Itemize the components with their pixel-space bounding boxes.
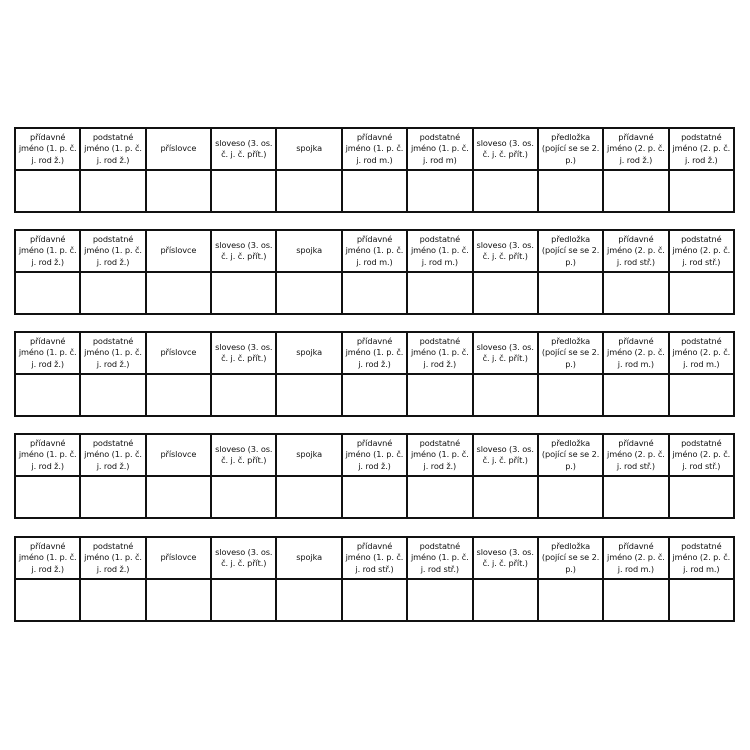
word-class-table-3 bbox=[14, 331, 735, 417]
answer-cell[interactable] bbox=[473, 579, 538, 621]
header-cell: sloveso (3. os. č. j. č. přít.) bbox=[473, 128, 538, 170]
answer-cell[interactable] bbox=[276, 579, 341, 621]
header-cell: spojka bbox=[276, 128, 341, 170]
answer-cell[interactable] bbox=[407, 170, 472, 212]
answer-cell[interactable] bbox=[80, 170, 145, 212]
header-cell: sloveso (3. os. č. j. č. přít.) bbox=[473, 230, 538, 272]
header-cell: příslovce bbox=[146, 128, 211, 170]
answer-cell[interactable] bbox=[407, 476, 472, 518]
header-cell: přídavné jméno (1. p. č. j. rod m.) bbox=[342, 128, 407, 170]
header-row bbox=[15, 128, 734, 170]
header-cell: podstatné jméno (1. p. č. j. rod ž.) bbox=[80, 332, 145, 374]
answer-cell[interactable] bbox=[603, 579, 668, 621]
answer-cell[interactable] bbox=[211, 579, 276, 621]
answer-cell[interactable] bbox=[211, 170, 276, 212]
word-class-table-5 bbox=[14, 536, 735, 622]
answer-cell[interactable] bbox=[342, 476, 407, 518]
header-row bbox=[15, 537, 734, 579]
answer-cell[interactable] bbox=[669, 272, 734, 314]
answer-cell[interactable] bbox=[473, 374, 538, 416]
header-cell: přídavné jméno (1. p. č. j. rod ž.) bbox=[15, 230, 80, 272]
header-cell: sloveso (3. os. č. j. č. přít.) bbox=[473, 537, 538, 579]
header-cell: podstatné jméno (1. p. č. j. rod ž.) bbox=[80, 537, 145, 579]
answer-cell[interactable] bbox=[538, 579, 603, 621]
answer-cell[interactable] bbox=[146, 579, 211, 621]
header-cell: přídavné jméno (1. p. č. j. rod m.) bbox=[342, 230, 407, 272]
header-cell: podstatné jméno (2. p. č. j. rod stř.) bbox=[669, 230, 734, 272]
header-cell: podstatné jméno (1. p. č. j. rod ž.) bbox=[80, 434, 145, 476]
answer-cell[interactable] bbox=[15, 272, 80, 314]
answer-cell[interactable] bbox=[146, 476, 211, 518]
header-cell: podstatné jméno (1. p. č. j. rod m) bbox=[407, 128, 472, 170]
header-cell: příslovce bbox=[146, 537, 211, 579]
header-row bbox=[15, 434, 734, 476]
answer-cell[interactable] bbox=[473, 272, 538, 314]
answer-cell[interactable] bbox=[669, 170, 734, 212]
answer-cell[interactable] bbox=[146, 374, 211, 416]
answer-cell[interactable] bbox=[407, 579, 472, 621]
answer-row bbox=[15, 170, 734, 212]
answer-cell[interactable] bbox=[15, 579, 80, 621]
header-cell: podstatné jméno (2. p. č. j. rod m.) bbox=[669, 537, 734, 579]
answer-cell[interactable] bbox=[80, 476, 145, 518]
answer-cell[interactable] bbox=[669, 579, 734, 621]
header-cell: příslovce bbox=[146, 332, 211, 374]
header-cell: podstatné jméno (2. p. č. j. rod ž.) bbox=[669, 128, 734, 170]
answer-cell[interactable] bbox=[538, 476, 603, 518]
answer-cell[interactable] bbox=[80, 579, 145, 621]
answer-cell[interactable] bbox=[15, 476, 80, 518]
answer-cell[interactable] bbox=[15, 374, 80, 416]
header-cell: přídavné jméno (2. p. č. j. rod m.) bbox=[603, 332, 668, 374]
header-cell: sloveso (3. os. č. j. č. přít.) bbox=[211, 128, 276, 170]
answer-cell[interactable] bbox=[146, 170, 211, 212]
answer-cell[interactable] bbox=[473, 476, 538, 518]
header-cell: podstatné jméno (1. p. č. j. rod m.) bbox=[407, 230, 472, 272]
answer-cell[interactable] bbox=[276, 476, 341, 518]
header-cell: přídavné jméno (2. p. č. j. rod stř.) bbox=[603, 230, 668, 272]
answer-row bbox=[15, 476, 734, 518]
header-cell: předložka (pojící se se 2. p.) bbox=[538, 128, 603, 170]
header-cell: předložka (pojící se se 2. p.) bbox=[538, 434, 603, 476]
answer-cell[interactable] bbox=[276, 374, 341, 416]
word-class-table-2 bbox=[14, 229, 735, 315]
header-cell: sloveso (3. os. č. j. č. přít.) bbox=[211, 537, 276, 579]
answer-cell[interactable] bbox=[538, 272, 603, 314]
header-cell: sloveso (3. os. č. j. č. přít.) bbox=[211, 230, 276, 272]
word-class-table-1 bbox=[14, 127, 735, 213]
answer-cell[interactable] bbox=[211, 476, 276, 518]
header-cell: spojka bbox=[276, 230, 341, 272]
answer-cell[interactable] bbox=[342, 579, 407, 621]
answer-cell[interactable] bbox=[603, 476, 668, 518]
answer-cell[interactable] bbox=[669, 374, 734, 416]
header-cell: podstatné jméno (1. p. č. j. rod stř.) bbox=[407, 537, 472, 579]
header-cell: sloveso (3. os. č. j. č. přít.) bbox=[473, 332, 538, 374]
answer-cell[interactable] bbox=[342, 170, 407, 212]
header-cell: podstatné jméno (1. p. č. j. rod ž.) bbox=[80, 230, 145, 272]
answer-cell[interactable] bbox=[603, 374, 668, 416]
answer-cell[interactable] bbox=[342, 272, 407, 314]
header-cell: předložka (pojící se se 2. p.) bbox=[538, 230, 603, 272]
answer-cell[interactable] bbox=[211, 272, 276, 314]
answer-cell[interactable] bbox=[538, 374, 603, 416]
header-cell: spojka bbox=[276, 537, 341, 579]
header-cell: přídavné jméno (1. p. č. j. rod ž.) bbox=[15, 332, 80, 374]
answer-cell[interactable] bbox=[80, 374, 145, 416]
header-cell: podstatné jméno (2. p. č. j. rod stř.) bbox=[669, 434, 734, 476]
answer-cell[interactable] bbox=[146, 272, 211, 314]
answer-cell[interactable] bbox=[473, 170, 538, 212]
answer-cell[interactable] bbox=[276, 170, 341, 212]
header-cell: podstatné jméno (1. p. č. j. rod ž.) bbox=[407, 332, 472, 374]
header-cell: přídavné jméno (2. p. č. j. rod stř.) bbox=[603, 434, 668, 476]
header-row bbox=[15, 230, 734, 272]
answer-cell[interactable] bbox=[276, 272, 341, 314]
header-cell: předložka (pojící se se 2. p.) bbox=[538, 332, 603, 374]
header-cell: přídavné jméno (2. p. č. j. rod m.) bbox=[603, 537, 668, 579]
header-cell: přídavné jméno (1. p. č. j. rod ž.) bbox=[15, 434, 80, 476]
header-cell: předložka (pojící se se 2. p.) bbox=[538, 537, 603, 579]
header-cell: spojka bbox=[276, 434, 341, 476]
answer-cell[interactable] bbox=[538, 170, 603, 212]
header-cell: přídavné jméno (1. p. č. j. rod stř.) bbox=[342, 537, 407, 579]
header-cell: sloveso (3. os. č. j. č. přít.) bbox=[473, 434, 538, 476]
header-cell: sloveso (3. os. č. j. č. přít.) bbox=[211, 332, 276, 374]
header-cell: příslovce bbox=[146, 434, 211, 476]
header-cell: přídavné jméno (1. p. č. j. rod ž.) bbox=[15, 128, 80, 170]
header-cell: podstatné jméno (2. p. č. j. rod m.) bbox=[669, 332, 734, 374]
header-cell: přídavné jméno (1. p. č. j. rod ž.) bbox=[342, 332, 407, 374]
header-cell: příslovce bbox=[146, 230, 211, 272]
answer-row bbox=[15, 579, 734, 621]
header-cell: přídavné jméno (2. p. č. j. rod ž.) bbox=[603, 128, 668, 170]
answer-cell[interactable] bbox=[603, 272, 668, 314]
header-cell: přídavné jméno (1. p. č. j. rod ž.) bbox=[15, 537, 80, 579]
word-class-table-4 bbox=[14, 433, 735, 519]
header-cell: sloveso (3. os. č. j. č. přít.) bbox=[211, 434, 276, 476]
answer-cell[interactable] bbox=[15, 170, 80, 212]
answer-cell[interactable] bbox=[80, 272, 145, 314]
header-cell: přídavné jméno (1. p. č. j. rod ž.) bbox=[342, 434, 407, 476]
answer-row bbox=[15, 272, 734, 314]
header-cell: podstatné jméno (1. p. č. j. rod ž.) bbox=[80, 128, 145, 170]
answer-row bbox=[15, 374, 734, 416]
header-cell: spojka bbox=[276, 332, 341, 374]
answer-cell[interactable] bbox=[669, 476, 734, 518]
answer-cell[interactable] bbox=[407, 374, 472, 416]
answer-cell[interactable] bbox=[603, 170, 668, 212]
answer-cell[interactable] bbox=[211, 374, 276, 416]
header-row bbox=[15, 332, 734, 374]
answer-cell[interactable] bbox=[342, 374, 407, 416]
header-cell: podstatné jméno (1. p. č. j. rod ž.) bbox=[407, 434, 472, 476]
answer-cell[interactable] bbox=[407, 272, 472, 314]
